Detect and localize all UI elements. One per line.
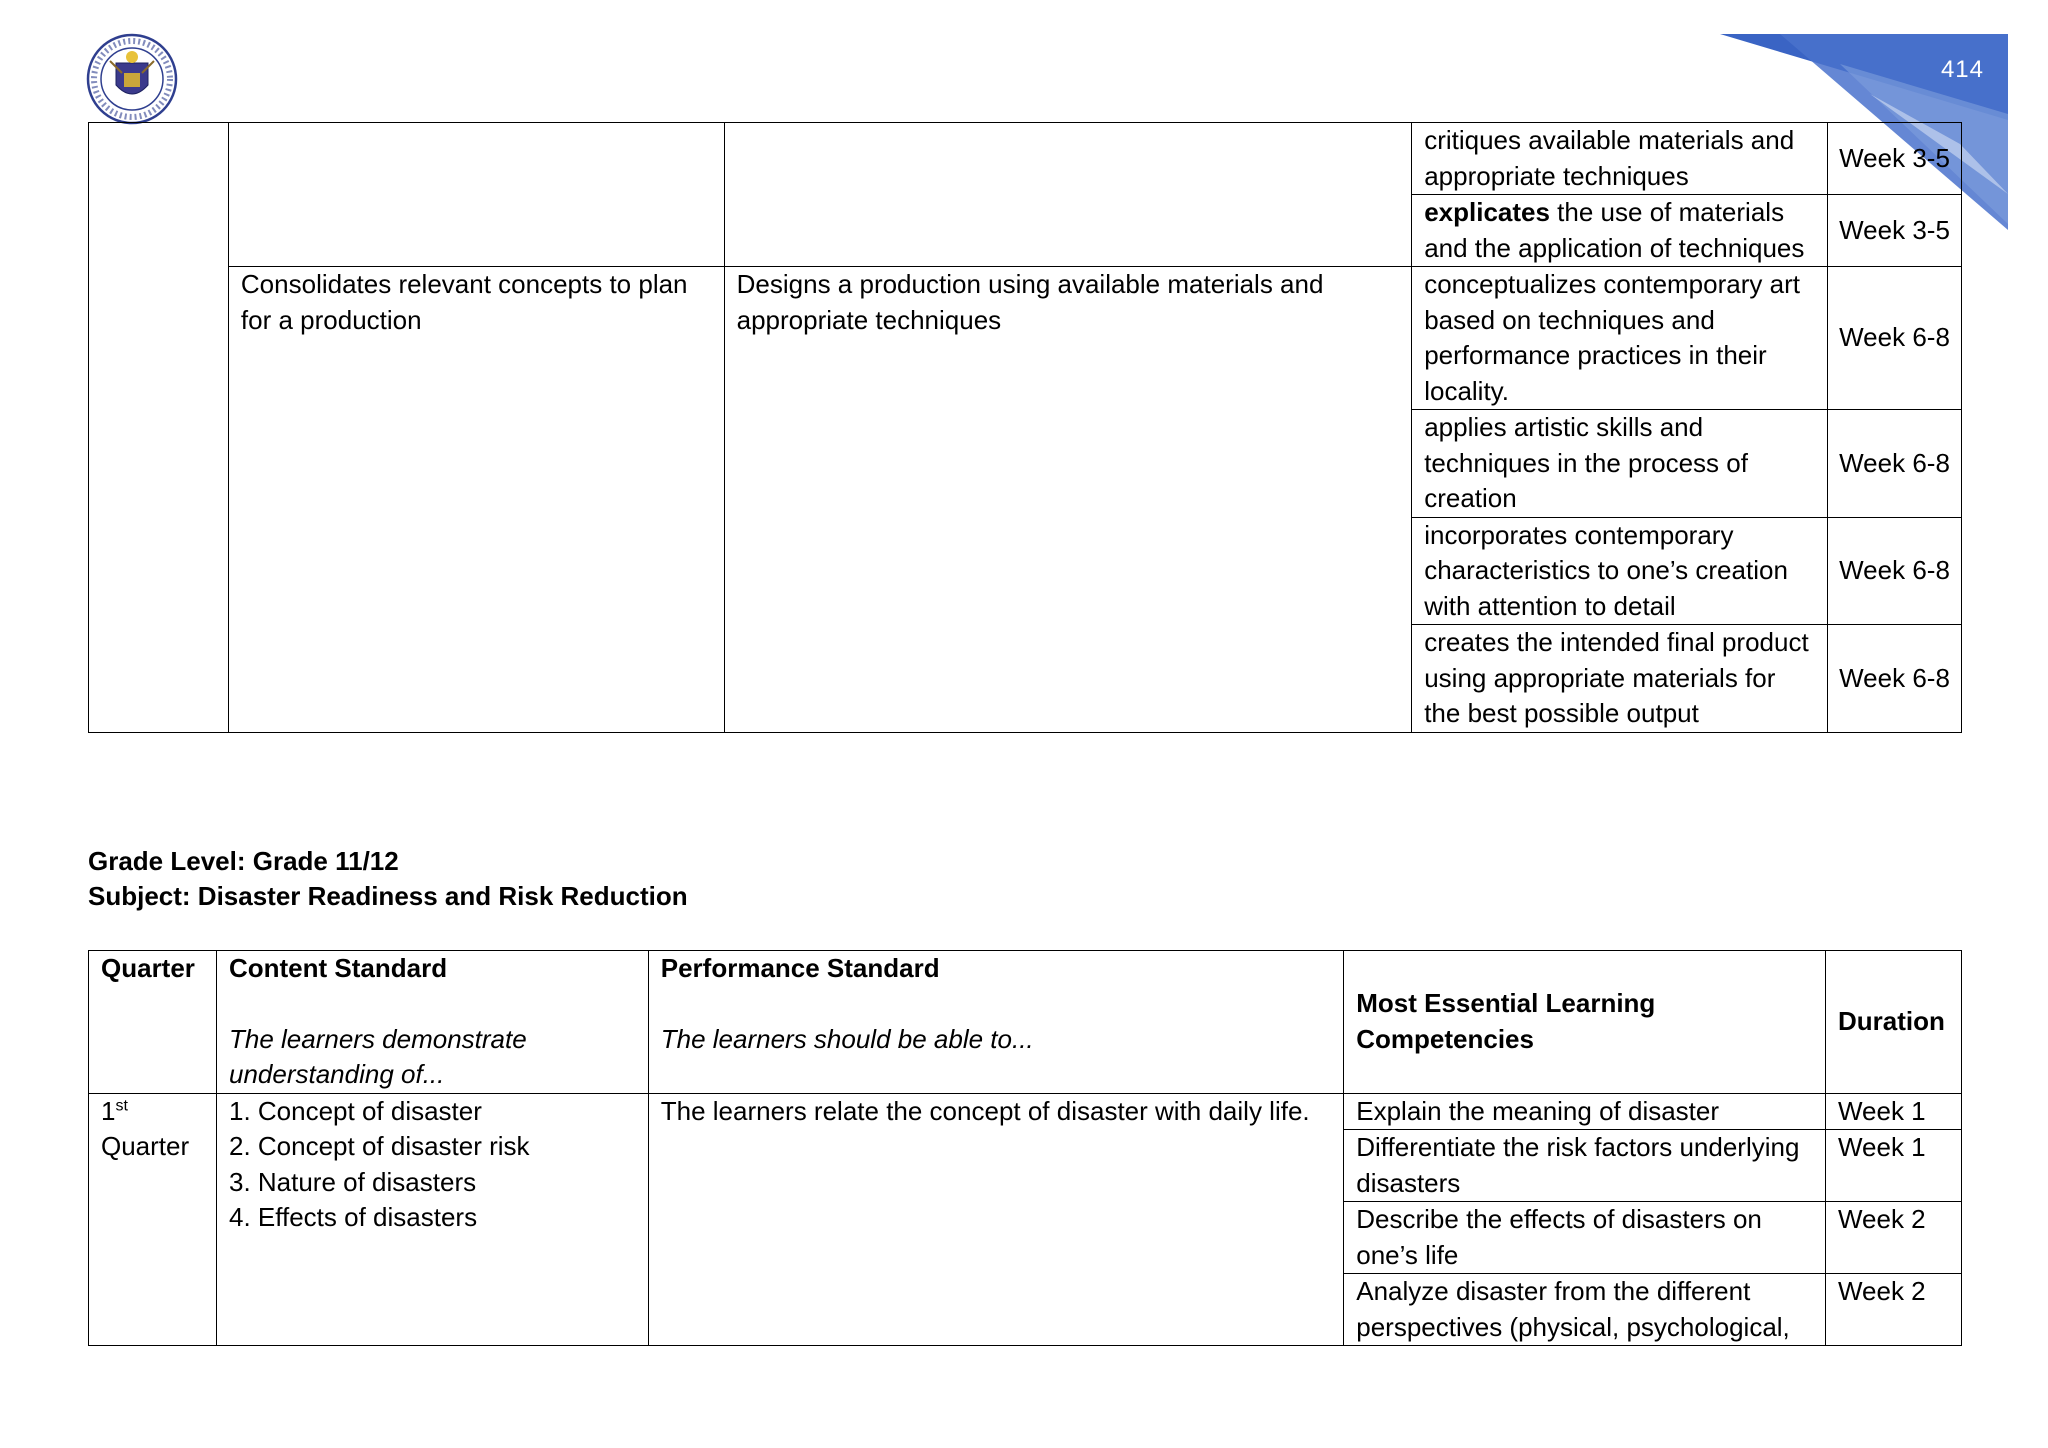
duration-cell: Week 3-5 bbox=[1828, 195, 1962, 267]
competency-cell: creates the intended final product using appropriate materials for the best possible output bbox=[1412, 625, 1828, 733]
quarter-number: 1 bbox=[101, 1095, 116, 1126]
page-number: 414 bbox=[1940, 56, 1984, 83]
performance-standard-header bbox=[648, 951, 1344, 1094]
competency-cell bbox=[1412, 195, 1828, 267]
table-row bbox=[89, 267, 1962, 410]
curriculum-table-continuation bbox=[88, 122, 1962, 733]
quarter-word: Quarter bbox=[101, 1131, 190, 1161]
duration-cell: Week 1 bbox=[1825, 1130, 1961, 1202]
grade-level-heading: Grade Level: Grade 11/12 bbox=[88, 846, 399, 876]
performance-standard-title: Performance Standard bbox=[660, 953, 940, 983]
subject-heading: Subject: Disaster Readiness and Risk Reduction bbox=[88, 881, 688, 911]
table-row bbox=[89, 1093, 1962, 1130]
competency-cell: incorporates contemporary characteristics to one’s creation with attention to detail bbox=[1412, 517, 1828, 625]
content-item: 2. Concept of disaster risk bbox=[228, 1131, 530, 1161]
content-item: 4. Effects of disasters bbox=[228, 1202, 478, 1232]
duration-cell: Week 1 bbox=[1825, 1093, 1961, 1130]
quarter-cell bbox=[89, 1093, 217, 1346]
performance-cell bbox=[724, 123, 1412, 267]
content-standard-title: Content Standard bbox=[228, 953, 448, 983]
duration-cell: Week 6-8 bbox=[1828, 410, 1962, 518]
duration-cell: Week 6-8 bbox=[1828, 625, 1962, 733]
content-standard-subtitle: The learners demonstrate understanding of... bbox=[228, 1023, 527, 1089]
quarter-suffix: st bbox=[115, 1096, 128, 1114]
content-item: 3. Nature of disasters bbox=[228, 1166, 477, 1197]
melc-header: Most Essential Learning Competencies bbox=[1344, 951, 1826, 1094]
competency-cell: Analyze disaster from the different perspectives (physical, psychological, bbox=[1344, 1274, 1826, 1346]
duration-cell: Week 3-5 bbox=[1828, 123, 1962, 195]
competency-text: the use of materials and the application of techniques bbox=[1424, 197, 1805, 263]
competency-cell: Explain the meaning of disaster bbox=[1344, 1093, 1826, 1130]
competency-cell: critiques available materials and appropriate techniques bbox=[1412, 123, 1828, 195]
content-item: 1. Concept of disaster bbox=[228, 1095, 482, 1126]
drrr-curriculum-table bbox=[88, 950, 1962, 1346]
content-cell: Consolidates relevant concepts to plan for a production bbox=[228, 267, 724, 733]
deped-seal-logo bbox=[86, 33, 178, 125]
content-cell bbox=[216, 1093, 648, 1346]
content-standard-header bbox=[216, 951, 648, 1094]
quarter-header: Quarter bbox=[89, 951, 217, 1094]
competency-cell: conceptualizes contemporary art based on techniques and performance practices in their locality. bbox=[1412, 267, 1828, 410]
table-header-row bbox=[89, 951, 1962, 1094]
performance-standard-subtitle: The learners should be able to... bbox=[660, 1023, 1034, 1054]
duration-cell: Week 2 bbox=[1825, 1202, 1961, 1274]
table-row bbox=[89, 123, 1962, 195]
duration-cell: Week 2 bbox=[1825, 1274, 1961, 1346]
performance-cell: The learners relate the concept of disaster with daily life. bbox=[648, 1093, 1344, 1346]
competency-keyword: explicates bbox=[1424, 197, 1550, 227]
competency-cell: Describe the effects of disasters on one’s life bbox=[1344, 1202, 1826, 1274]
duration-cell: Week 6-8 bbox=[1828, 267, 1962, 410]
content-cell bbox=[228, 123, 724, 267]
performance-cell: Designs a production using available materials and appropriate techniques bbox=[724, 267, 1412, 733]
competency-cell: applies artistic skills and techniques in the process of creation bbox=[1412, 410, 1828, 518]
quarter-cell bbox=[89, 123, 229, 733]
duration-header: Duration bbox=[1825, 951, 1961, 1094]
competency-cell: Differentiate the risk factors underlying disasters bbox=[1344, 1130, 1826, 1202]
duration-cell: Week 6-8 bbox=[1828, 517, 1962, 625]
